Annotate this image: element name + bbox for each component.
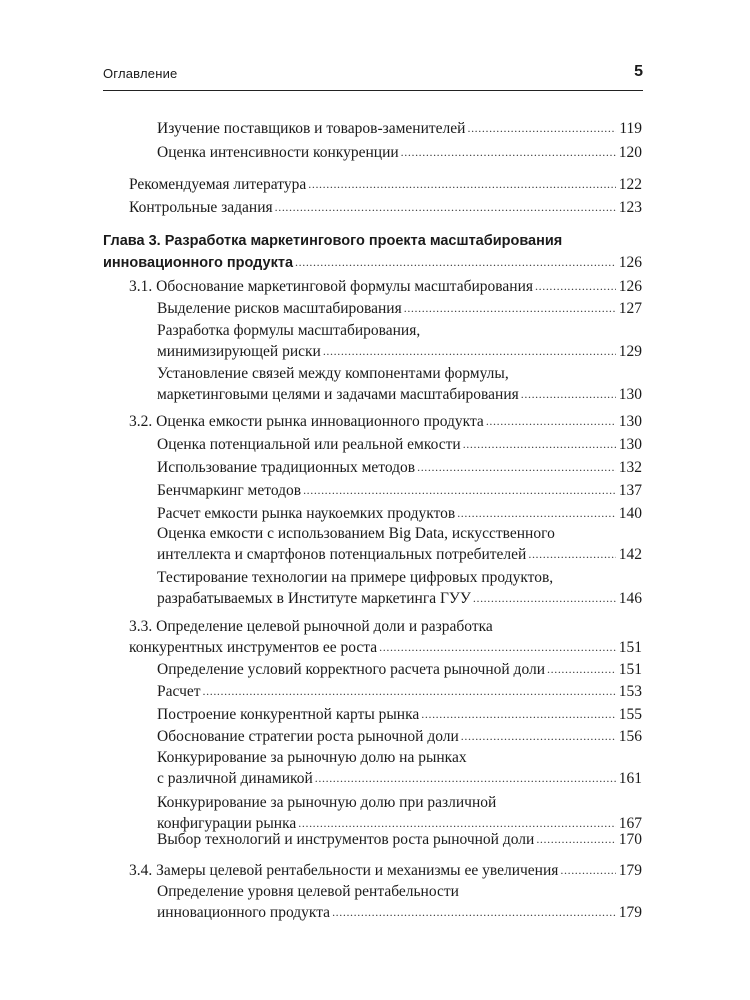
toc-page-number: 130 <box>618 413 642 430</box>
toc-entry-target-profitability[interactable]: Определение уровня целевой рентабельности инновационного продукта ..... 179 <box>157 881 642 924</box>
chapter-title-line: Глава 3. Разработка маркетингового проекта масштабирования <box>103 233 563 249</box>
toc-entry-growth-strategy[interactable]: Обоснование стратегии роста рыночной доли ..... 156 <box>157 726 642 748</box>
toc-page-number: 140 <box>618 505 642 522</box>
toc-entry-calculation[interactable]: Расчет ..... 153 <box>157 681 642 703</box>
toc-page-number: 137 <box>618 482 642 499</box>
running-header-title: Оглавление <box>103 66 178 81</box>
toc-page-number: 119 <box>619 120 642 137</box>
toc-page-number: 132 <box>618 459 642 476</box>
toc-page-number: 126 <box>618 278 642 295</box>
toc-page-number: 151 <box>618 661 642 678</box>
toc-page-number: 155 <box>618 706 642 723</box>
toc-page-number: 170 <box>618 831 642 848</box>
toc-entry-market-dynamics[interactable]: Конкурирование за рыночную долю на рынках с различной динамикой ..... 161 <box>157 747 642 790</box>
toc-entry-section-3-1[interactable]: 3.1. Обоснование маркетинговой формулы масштабирования ..... 126 <box>129 276 642 298</box>
toc-entry-growth-tools[interactable]: Выбор технологий и инструментов роста рыночной доли ..... 170 <box>157 829 642 851</box>
toc-entry-technology-testing[interactable]: Тестирование технологии на примере цифровых продуктов, разрабатываемых в Институте маркетинга ГУУ ..... 146 <box>157 567 642 610</box>
toc-page-number: 122 <box>618 176 642 193</box>
toc-page-number: 123 <box>618 199 642 216</box>
page-number: 5 <box>634 63 643 80</box>
toc-page-number: 167 <box>618 815 642 832</box>
toc-page-number: 146 <box>618 590 642 607</box>
toc-page-number: 130 <box>618 436 642 453</box>
toc-entry-high-tech-capacity[interactable]: Расчет емкости рынка наукоемких продуктов ..... 140 <box>157 503 642 525</box>
toc-page-number: 151 <box>618 639 642 656</box>
toc-entry-share-conditions[interactable]: Определение условий корректного расчета рыночной доли ..... 151 <box>157 659 642 681</box>
toc-entry-section-3-2[interactable]: 3.2. Оценка емкости рынка инновационного продукта ..... 130 <box>129 411 642 433</box>
toc-page-number: 130 <box>618 386 642 403</box>
toc-entry-section-3-4[interactable]: 3.4. Замеры целевой рентабельности и механизмы ее увеличения ..... 179 <box>129 860 642 882</box>
toc-entry-formula-links[interactable]: Установление связей между компонентами формулы, маркетинговыми целями и задачами масштабирования ..... 130 <box>157 363 642 406</box>
toc-entry-competitive-map[interactable]: Построение конкурентной карты рынка ..... 155 <box>157 704 642 726</box>
toc-page-number: 161 <box>618 770 642 787</box>
toc-entry-competition-intensity[interactable]: Оценка интенсивности конкуренции ..... 120 <box>157 142 642 164</box>
toc-entry-suppliers[interactable]: Изучение поставщиков и товаров-заменителей ..... 119 <box>157 118 642 140</box>
toc-entry-recommended-literature[interactable]: Рекомендуемая литература ..... 122 <box>129 174 642 196</box>
toc-entry-benchmarking[interactable]: Бенчмаркинг методов ..... 137 <box>157 480 642 502</box>
toc-page-number: 127 <box>618 300 642 317</box>
toc-entry-scaling-risks[interactable]: Выделение рисков масштабирования ..... 127 <box>157 298 642 320</box>
toc-page-number: 156 <box>618 728 642 745</box>
toc-page-number: 120 <box>618 144 642 161</box>
toc-entry-chapter-3[interactable]: Глава 3. Разработка маркетингового проекта масштабирования инновационного продукта ..... 126 <box>103 231 642 274</box>
toc-page-number: 129 <box>618 343 642 360</box>
toc-page-number: 179 <box>618 862 642 879</box>
toc-entry-big-data[interactable]: Оценка емкости с использованием Big Data, искусственного интеллекта и смартфонов потенциальных потребителей ..... 142 <box>157 523 642 566</box>
toc-entry-market-configuration[interactable]: Конкурирование за рыночную долю при различной конфигурации рынка ..... 167 <box>157 792 642 835</box>
toc-entry-traditional-methods[interactable]: Использование традиционных методов ..... 132 <box>157 457 642 479</box>
toc-page-number: 126 <box>618 254 642 271</box>
toc-page-number: 153 <box>618 683 642 700</box>
toc-page-number: 142 <box>618 546 642 563</box>
toc-page-number: 179 <box>618 904 642 921</box>
toc-entry-section-3-3[interactable]: 3.3. Определение целевой рыночной доли и разработка конкурентных инструментов ее роста ..... 151 <box>129 616 642 659</box>
toc-entry-potential-capacity[interactable]: Оценка потенциальной или реальной емкости ..... 130 <box>157 434 642 456</box>
toc-entry-control-tasks[interactable]: Контрольные задания ..... 123 <box>129 197 642 219</box>
toc-entry-scaling-formula[interactable]: Разработка формулы масштабирования, минимизирующей риски ..... 129 <box>157 320 642 363</box>
